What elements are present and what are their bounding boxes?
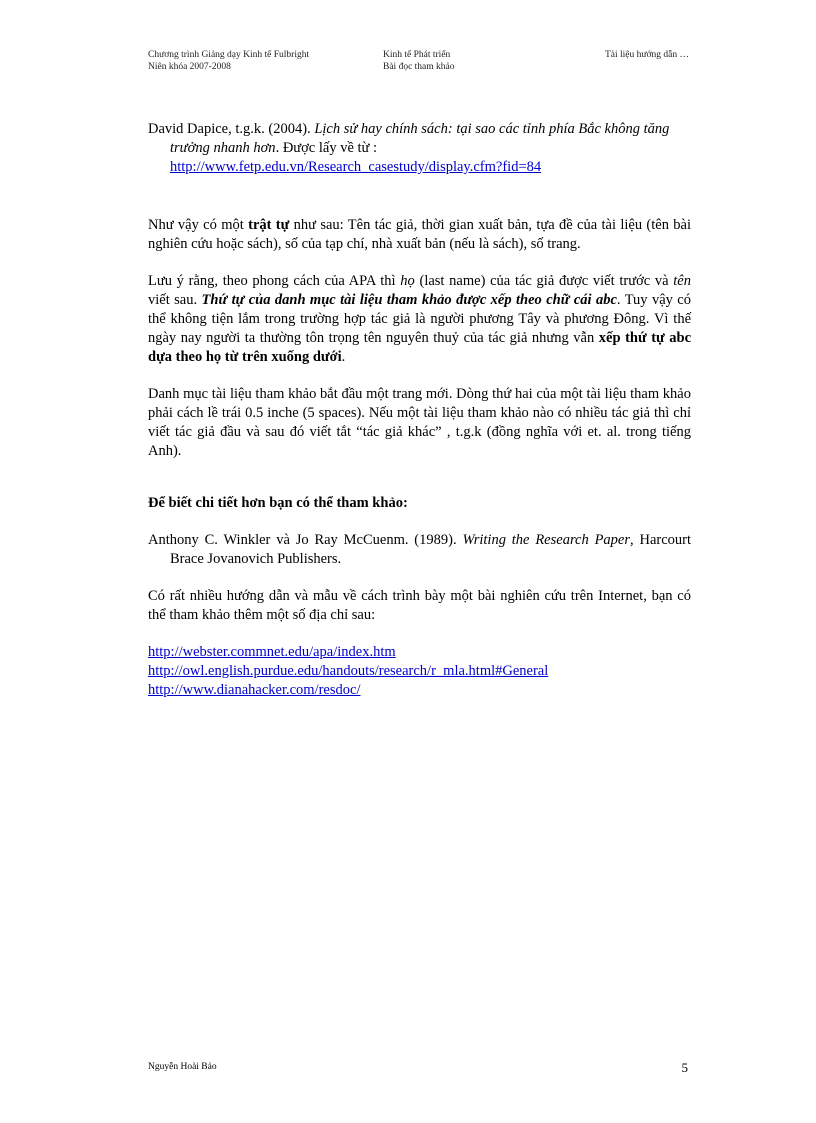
ref1-url-link[interactable]: http://www.fetp.edu.vn/Research_casestudy/display.cfm?fid=84 (170, 159, 542, 175)
header-doc-type: Bài đọc tham khảo (383, 62, 455, 72)
paragraph-apa-note (148, 272, 691, 367)
header-program: Chương trình Giảng dạy Kinh tế Fulbright (148, 50, 310, 60)
link-purdue-owl[interactable]: http://owl.english.purdue.edu/handouts/research/r_mla.html#General (148, 663, 549, 679)
paragraph-internet-resources: Có rất nhiều hướng dẫn và mẫu về cách trình bày một bài nghiên cứu trên Internet, bạn có thể tham khảo thêm một số địa chỉ sau: (148, 588, 691, 623)
p2-bold-order-rule: xếp thứ tự abc dựa theo họ từ trên xuống dưới (148, 330, 692, 365)
link-dianahacker[interactable]: http://www.dianahacker.com/resdoc/ (148, 682, 361, 698)
page-number: 5 (681, 1060, 688, 1075)
header-center (383, 49, 455, 73)
ref1-title: Lịch sử hay chính sách: tại sao các tỉnh phía Bắc không tăng trưởng nhanh hơn (170, 121, 670, 156)
document-body (148, 120, 691, 700)
header-guide: Tài liệu hướng dẫn … (604, 50, 689, 60)
ref2-publisher: , Harcourt Brace Jovanovich Publishers. (170, 532, 692, 567)
ref2-title: Writing the Research Paper (462, 532, 631, 548)
p2-text-3: viết sau. (148, 292, 202, 308)
header-right (605, 49, 689, 61)
reference-dapice (148, 120, 691, 177)
p2-text-1: Lưu ý rằng, theo phong cách của APA thì (148, 273, 401, 289)
p2-text-5: . (341, 349, 346, 365)
header-left (148, 49, 309, 73)
p1-text-2: như sau: Tên tác giả, thời gian xuất bản, tựa đề của tài liệu (tên bài nghiên cứu hoặc sách), số của tạp chí, nhà xuất bản (nếu là sách), số trang. (148, 217, 692, 252)
p2-bold-italic-rule: Thứ tự của danh mục tài liệu tham khảo được xếp theo chữ cái abc (201, 292, 617, 308)
link-webster-apa[interactable]: http://webster.commnet.edu/apa/index.htm (148, 644, 396, 660)
footer (148, 1060, 691, 1075)
reference-winkler (148, 531, 691, 569)
link-list (148, 643, 691, 700)
p1-bold-order: trật tự (248, 217, 290, 233)
heading-text: Để biết chi tiết hơn bạn có thể tham khảo: (148, 495, 408, 511)
p2-text-4: . Tuy vậy có thể không tiện lắm trong trường hợp tác giả là người phương Tây và phương Đông. Vì thế ngày nay người ta thường tôn trọng tên nguyên thuỷ của tác giả nhưng vẫn (148, 292, 691, 346)
p2-text-2: (last name) của tác giả được viết trước và (414, 273, 674, 289)
header-course: Kinh tế Phát triển (383, 50, 451, 60)
paragraph-reference-list: Danh mục tài liệu tham khảo bắt đầu một trang mới. Dòng thứ hai của một tài liệu tham khảo phải cách lề trái 0.5 inche (5 spaces). Nếu một tài liệu tham khảo nào có nhiều tác giả thì chỉ viết tác giả đầu và sau đó viết tắt “tác giả khác” , t.g.k (đồng nghĩa với et. al. trong tiếng Anh). (148, 386, 691, 459)
ref1-retrieved: . Được lấy về từ : (275, 140, 378, 156)
footer-author: Nguyễn Hoài Bảo (148, 1062, 217, 1072)
ref2-authors: Anthony C. Winkler và Jo Ray McCuenm. (1989). (148, 532, 463, 548)
p2-italic-first-name: tên (673, 273, 691, 289)
ref1-author: David Dapice, t.g.k. (2004). (148, 121, 315, 137)
section-heading (148, 494, 691, 513)
header-year: Niên khóa 2007-2008 (148, 62, 231, 72)
paragraph-order (148, 216, 691, 254)
p2-italic-last-name: họ (400, 273, 415, 289)
p1-text-1: Như vậy có một (148, 217, 249, 233)
